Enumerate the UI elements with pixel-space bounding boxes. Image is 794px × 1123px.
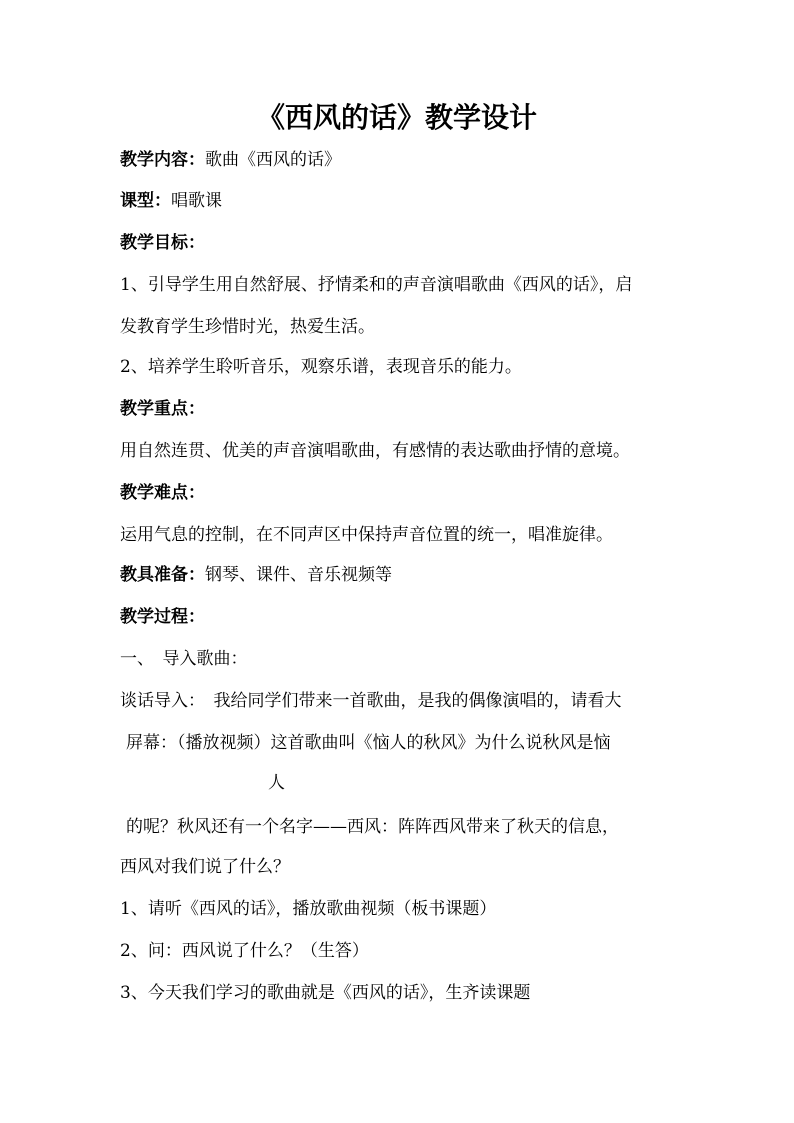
step-1: 1、请听《西风的话》，播放歌曲视频（板书课题） — [120, 899, 497, 919]
key-points-heading: 教学重点： — [120, 399, 205, 419]
process-heading: 教学过程： — [120, 607, 205, 627]
lesson-type-line — [120, 190, 222, 212]
difficulties-text: 运用气息的控制，在不同声区中保持声音位置的统一，唱准旋律。 — [120, 525, 613, 545]
materials-value: 钢琴、课件、音乐视频等 — [205, 565, 392, 585]
goal-1-line-2: 发教育学生珍惜时光，热爱生活。 — [120, 317, 375, 337]
intro-line-5: 西风对我们说了什么？ — [120, 857, 290, 877]
content-line — [120, 149, 341, 171]
lesson-type-value: 唱歌课 — [171, 191, 222, 211]
key-points-text: 用自然连贯、优美的声音演唱歌曲，有感情的表达歌曲抒情的意境。 — [120, 441, 630, 461]
content-label: 教学内容： — [120, 150, 205, 170]
step-3: 3、今天我们学习的歌曲就是《西风的话》，生齐读课题 — [120, 983, 531, 1003]
difficulties-heading: 教学难点： — [120, 483, 205, 503]
section-1-heading: 一、 导入歌曲： — [120, 649, 248, 669]
goal-2: 2、培养学生聆听音乐，观察乐谱，表现音乐的能力。 — [120, 357, 522, 377]
goal-1-line-1: 1、引导学生用自然舒展、抒情柔和的声音演唱歌曲《西风的话》，启 — [120, 275, 633, 295]
materials-label: 教具准备： — [120, 565, 205, 585]
goals-heading: 教学目标： — [120, 233, 205, 253]
content-value: 歌曲《西风的话》 — [205, 150, 341, 170]
intro-line-1: 谈话导入： 我给同学们带来一首歌曲，是我的偶像演唱的，请看大 — [120, 691, 622, 711]
lesson-type-label: 课型： — [120, 191, 171, 211]
intro-line-2: 屏幕：（播放视频）这首歌曲叫《恼人的秋风》为什么说秋风是恼 — [126, 733, 611, 753]
step-2: 2、问：西风说了什么？（生答） — [120, 941, 369, 961]
intro-line-4: 的呢？秋风还有一个名字——西风：阵阵西风带来了秋天的信息， — [126, 817, 619, 837]
document-title: 《西风的话》教学设计 — [256, 101, 537, 134]
materials-line — [120, 564, 392, 586]
intro-line-3: 人 — [268, 773, 285, 793]
